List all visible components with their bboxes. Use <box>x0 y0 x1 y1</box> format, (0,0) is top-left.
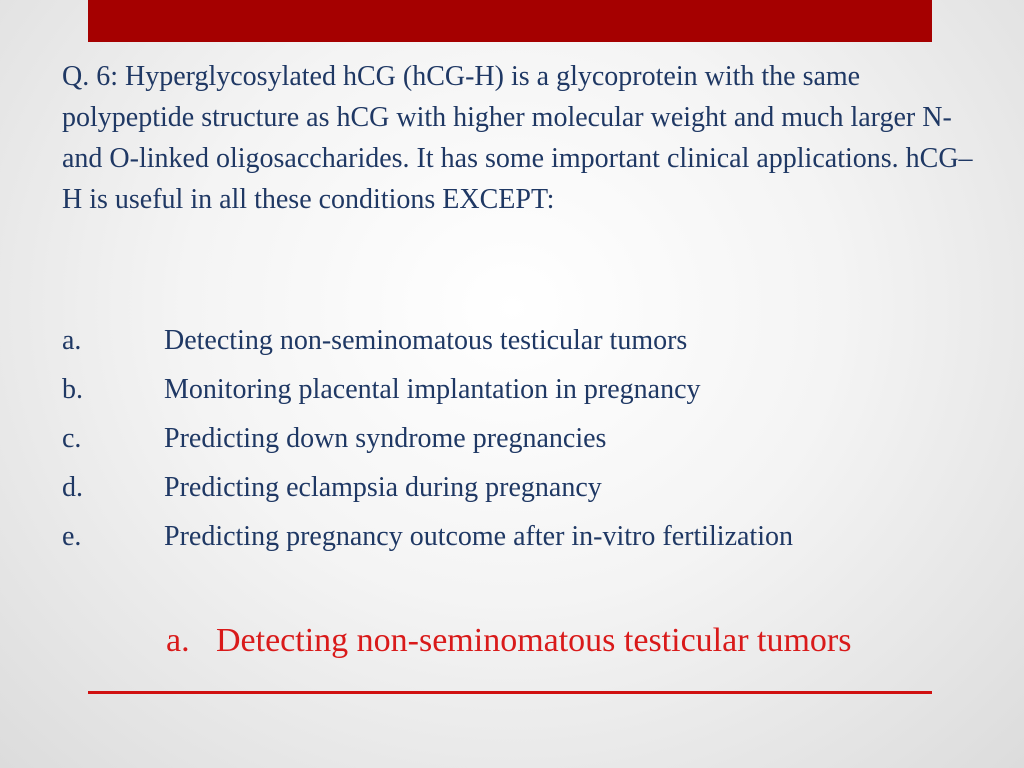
option-e <box>62 512 982 561</box>
option-letter: c. <box>62 423 82 454</box>
option-text: Predicting pregnancy outcome after in-vitro fertilization <box>164 521 793 552</box>
option-b <box>62 365 982 414</box>
question-text: Q. 6: Hyperglycosylated hCG (hCG-H) is a glycoprotein with the same polypeptide structure as hCG with higher molecular weight and much larger N- and O-linked oligosaccharides. It has some important clinical applications. hCG–H is useful in all these conditions EXCEPT: <box>62 61 973 215</box>
option-text: Predicting eclampsia during pregnancy <box>164 472 602 503</box>
option-letter: b. <box>62 374 83 405</box>
option-text: Monitoring placental implantation in pregnancy <box>164 374 701 405</box>
top-banner-bar <box>88 0 932 42</box>
option-d <box>62 463 982 512</box>
option-c <box>62 414 982 463</box>
option-text: Predicting down syndrome pregnancies <box>164 423 607 454</box>
option-letter: e. <box>62 521 82 552</box>
answer-line <box>166 616 851 666</box>
option-letter: a. <box>62 325 82 356</box>
option-text: Detecting non-seminomatous testicular tumors <box>164 325 688 356</box>
option-letter: d. <box>62 472 83 503</box>
options-list <box>62 316 982 561</box>
answer-letter: a. <box>166 622 190 659</box>
answer-text: Detecting non-seminomatous testicular tumors <box>216 622 852 659</box>
option-a <box>62 316 982 365</box>
bottom-divider-line <box>88 691 932 694</box>
